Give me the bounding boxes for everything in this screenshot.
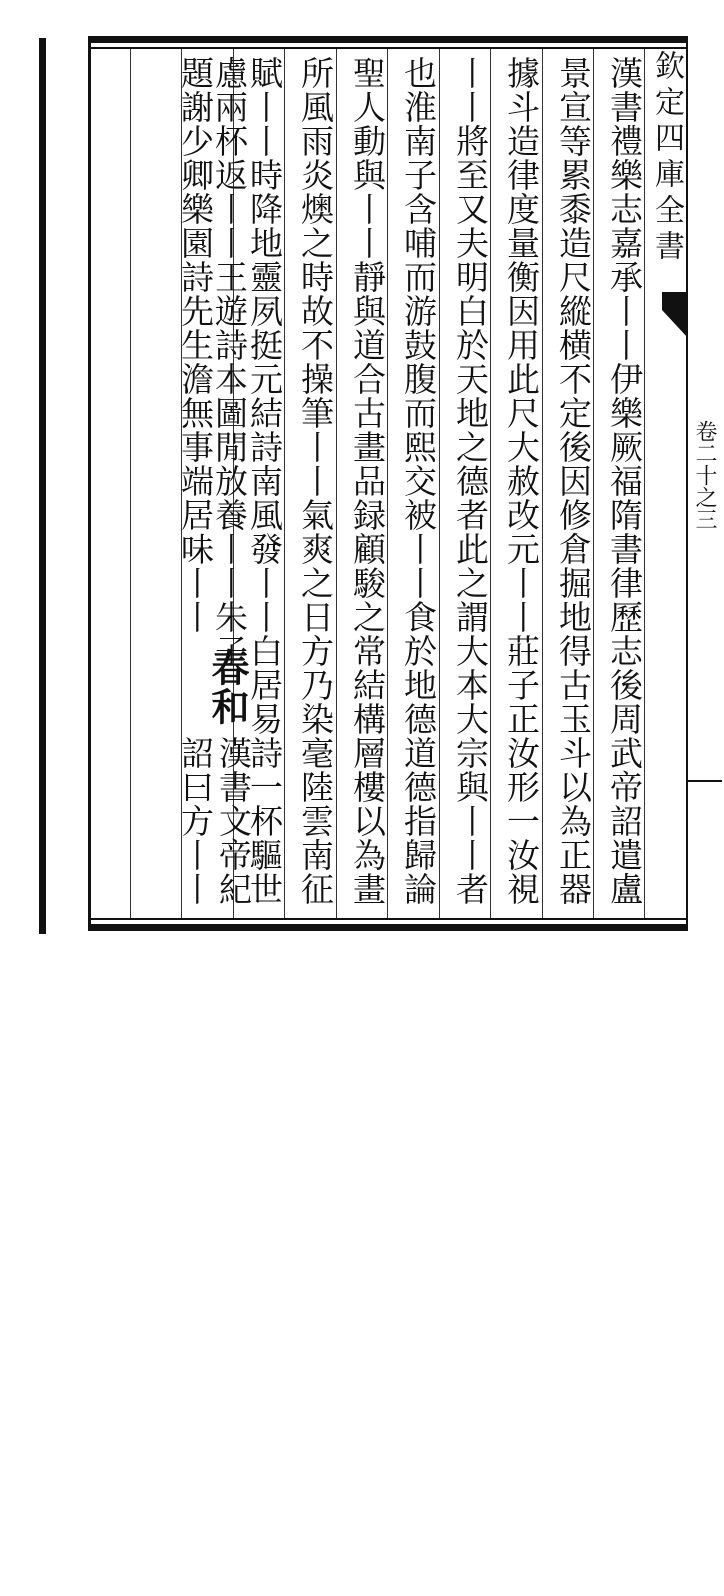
- text-column-9-b: 漢書文帝紀: [214, 736, 253, 906]
- text-column-10-b: 詔曰方丨丨: [176, 736, 215, 906]
- text-column-9-a: 慮兩杯返丨丨王遊詩本圖閒放養丨丨朱子: [210, 56, 249, 668]
- column-rule: [336, 49, 337, 918]
- column-rule: [439, 49, 440, 918]
- margin-tick: [688, 780, 722, 782]
- fish-tail-mark: [660, 290, 690, 340]
- top-border-inner: [88, 47, 688, 49]
- text-column-4: 丨丨將至又夫明白於天地之德者此之謂大本大宗與丨丨者: [451, 56, 490, 906]
- frame-right-border: [686, 36, 688, 931]
- column-rule: [542, 49, 543, 918]
- heading-chunhe: 春和: [205, 648, 250, 726]
- text-column-2: 景宣等累黍造尺縱横不定後因修倉掘地得古玉斗以為正器: [554, 56, 593, 906]
- text-column-10-a: 題謝少卿樂園詩先生澹無事端居味丨丨: [176, 56, 215, 634]
- volume-number: 卷二十之三: [692, 420, 717, 530]
- binding-edge: [39, 38, 46, 934]
- text-column-8: 賦丨丨時降地靈夙挺元結詩南風發丨丨白居易詩一杯驅世: [245, 56, 284, 906]
- frame-left-border: [88, 36, 91, 931]
- column-rule: [130, 49, 131, 918]
- book-title: 欽定四庫全書: [649, 50, 684, 266]
- text-column-1: 漢書禮樂志嘉承丨丨伊樂厥福隋書律歷志後周武帝詔遣盧: [605, 56, 644, 906]
- top-border: [88, 36, 688, 43]
- text-column-5: 也淮南子含哺而游鼓腹而熙交被丨丨食於地德道德指歸論: [399, 56, 438, 906]
- text-column-7: 所風雨炎燠之時故不操筆丨丨氣爽之日方乃染毫陸雲南征: [296, 56, 335, 906]
- text-column-6: 聖人動與丨丨靜與道合古畫品録顧駿之常結構層樓以為畫: [348, 56, 387, 906]
- text-column-3: 據斗造律度量衡因用此尺大赦改元丨丨莊子正汝形一汝視: [502, 56, 541, 906]
